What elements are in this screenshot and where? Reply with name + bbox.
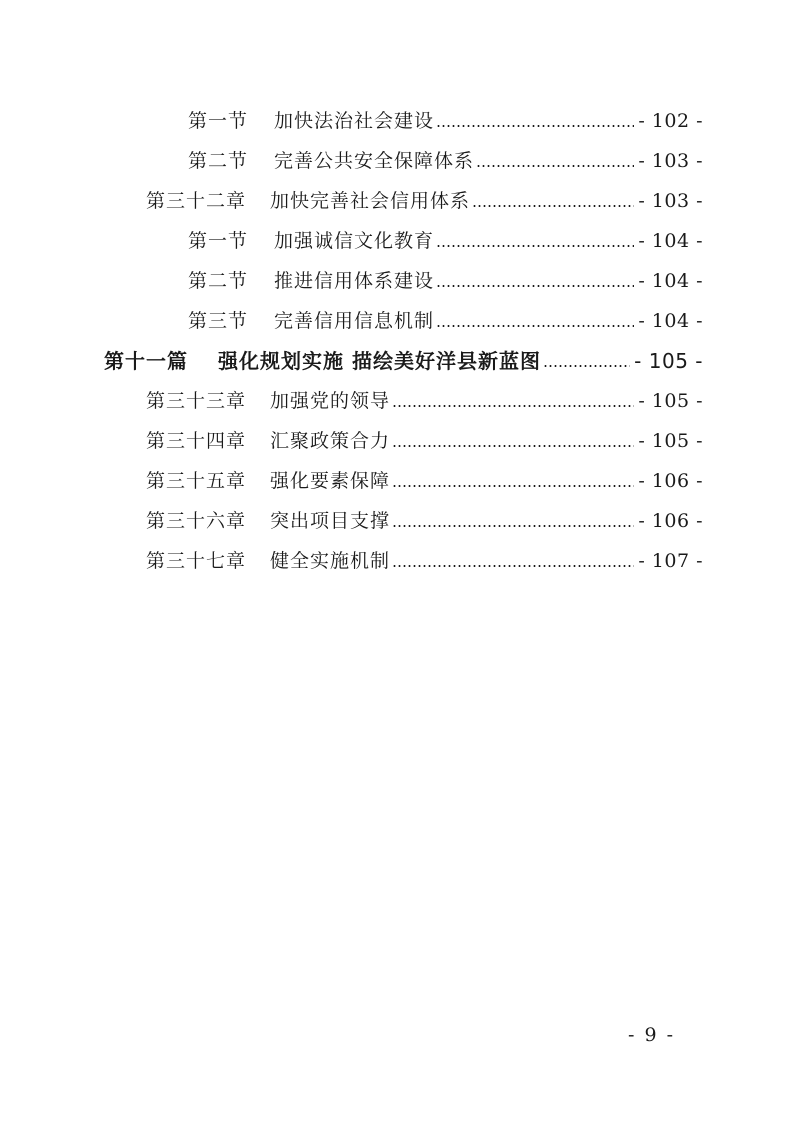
toc-entry-title: 加快完善社会信用体系 (270, 190, 471, 212)
toc-entry-page: - 104 - (638, 310, 703, 332)
toc-entry-page: - 107 - (638, 550, 703, 572)
toc-entry-title: 加强诚信文化教育 (274, 230, 435, 252)
dot-leader (436, 245, 634, 247)
toc-entry-page: - 105 - (638, 390, 703, 412)
toc-entry-label: 第三十二章 (146, 190, 247, 212)
toc-entry-label: 第三十四章 (146, 430, 247, 452)
toc-entry-label: 第三节 (188, 310, 249, 332)
toc-entry (146, 186, 703, 216)
toc-entry-title: 完善信用信息机制 (274, 310, 435, 332)
toc-entry-title: 健全实施机制 (270, 550, 391, 572)
toc-entry-label: 第十一篇 (104, 349, 188, 373)
dot-leader (543, 365, 630, 367)
toc-entry-title: 强化规划实施 描绘美好洋县新蓝图 (218, 349, 541, 373)
dot-leader (436, 125, 634, 127)
toc-entry-page: - 104 - (638, 230, 703, 252)
dot-leader (472, 205, 634, 207)
toc-entry-label: 第二节 (188, 270, 249, 292)
dot-leader (436, 325, 634, 327)
toc-entry-page: - 102 - (638, 110, 703, 132)
dot-leader (436, 285, 634, 287)
toc-entry-title: 加快法治社会建设 (274, 110, 435, 132)
toc-entry-title: 加强党的领导 (270, 390, 391, 412)
toc-entry-title: 汇聚政策合力 (270, 430, 391, 452)
toc-entry-page: - 106 - (638, 470, 703, 492)
dot-leader (476, 165, 634, 167)
toc-entry (188, 146, 703, 176)
dot-leader (392, 445, 634, 447)
dot-leader (392, 565, 634, 567)
toc-entry-label: 第三十六章 (146, 510, 247, 532)
dot-leader (392, 485, 634, 487)
toc-entry-label: 第三十七章 (146, 550, 247, 572)
toc-entry-label: 第三十三章 (146, 390, 247, 412)
toc-entry-page: - 103 - (638, 190, 703, 212)
toc-entry-page: - 103 - (638, 150, 703, 172)
toc-entry (146, 386, 703, 416)
toc-entry-page: - 104 - (638, 270, 703, 292)
toc-entry (146, 466, 703, 496)
toc-entry-page: - 105 - (634, 349, 703, 373)
toc-entry-page: - 106 - (638, 510, 703, 532)
toc-entry (146, 506, 703, 536)
dot-leader (392, 525, 634, 527)
toc-part-entry (104, 346, 703, 376)
toc-entry-label: 第二节 (188, 150, 249, 172)
toc-entry-page: - 105 - (638, 430, 703, 452)
toc-entry-title: 完善公共安全保障体系 (274, 150, 475, 172)
toc-entry (188, 106, 703, 136)
toc-entry (188, 226, 703, 256)
toc-entry-label: 第一节 (188, 230, 249, 252)
page-number: - 9 - (628, 1024, 676, 1046)
toc-entry-title: 突出项目支撑 (270, 510, 391, 532)
toc-entry (146, 426, 703, 456)
toc-entry-label: 第三十五章 (146, 470, 247, 492)
toc-entry-title: 推进信用体系建设 (274, 270, 435, 292)
toc-entry (188, 306, 703, 336)
toc-entry (146, 546, 703, 576)
toc-entry (188, 266, 703, 296)
dot-leader (392, 405, 634, 407)
toc-entry-label: 第一节 (188, 110, 249, 132)
toc-entry-title: 强化要素保障 (270, 470, 391, 492)
